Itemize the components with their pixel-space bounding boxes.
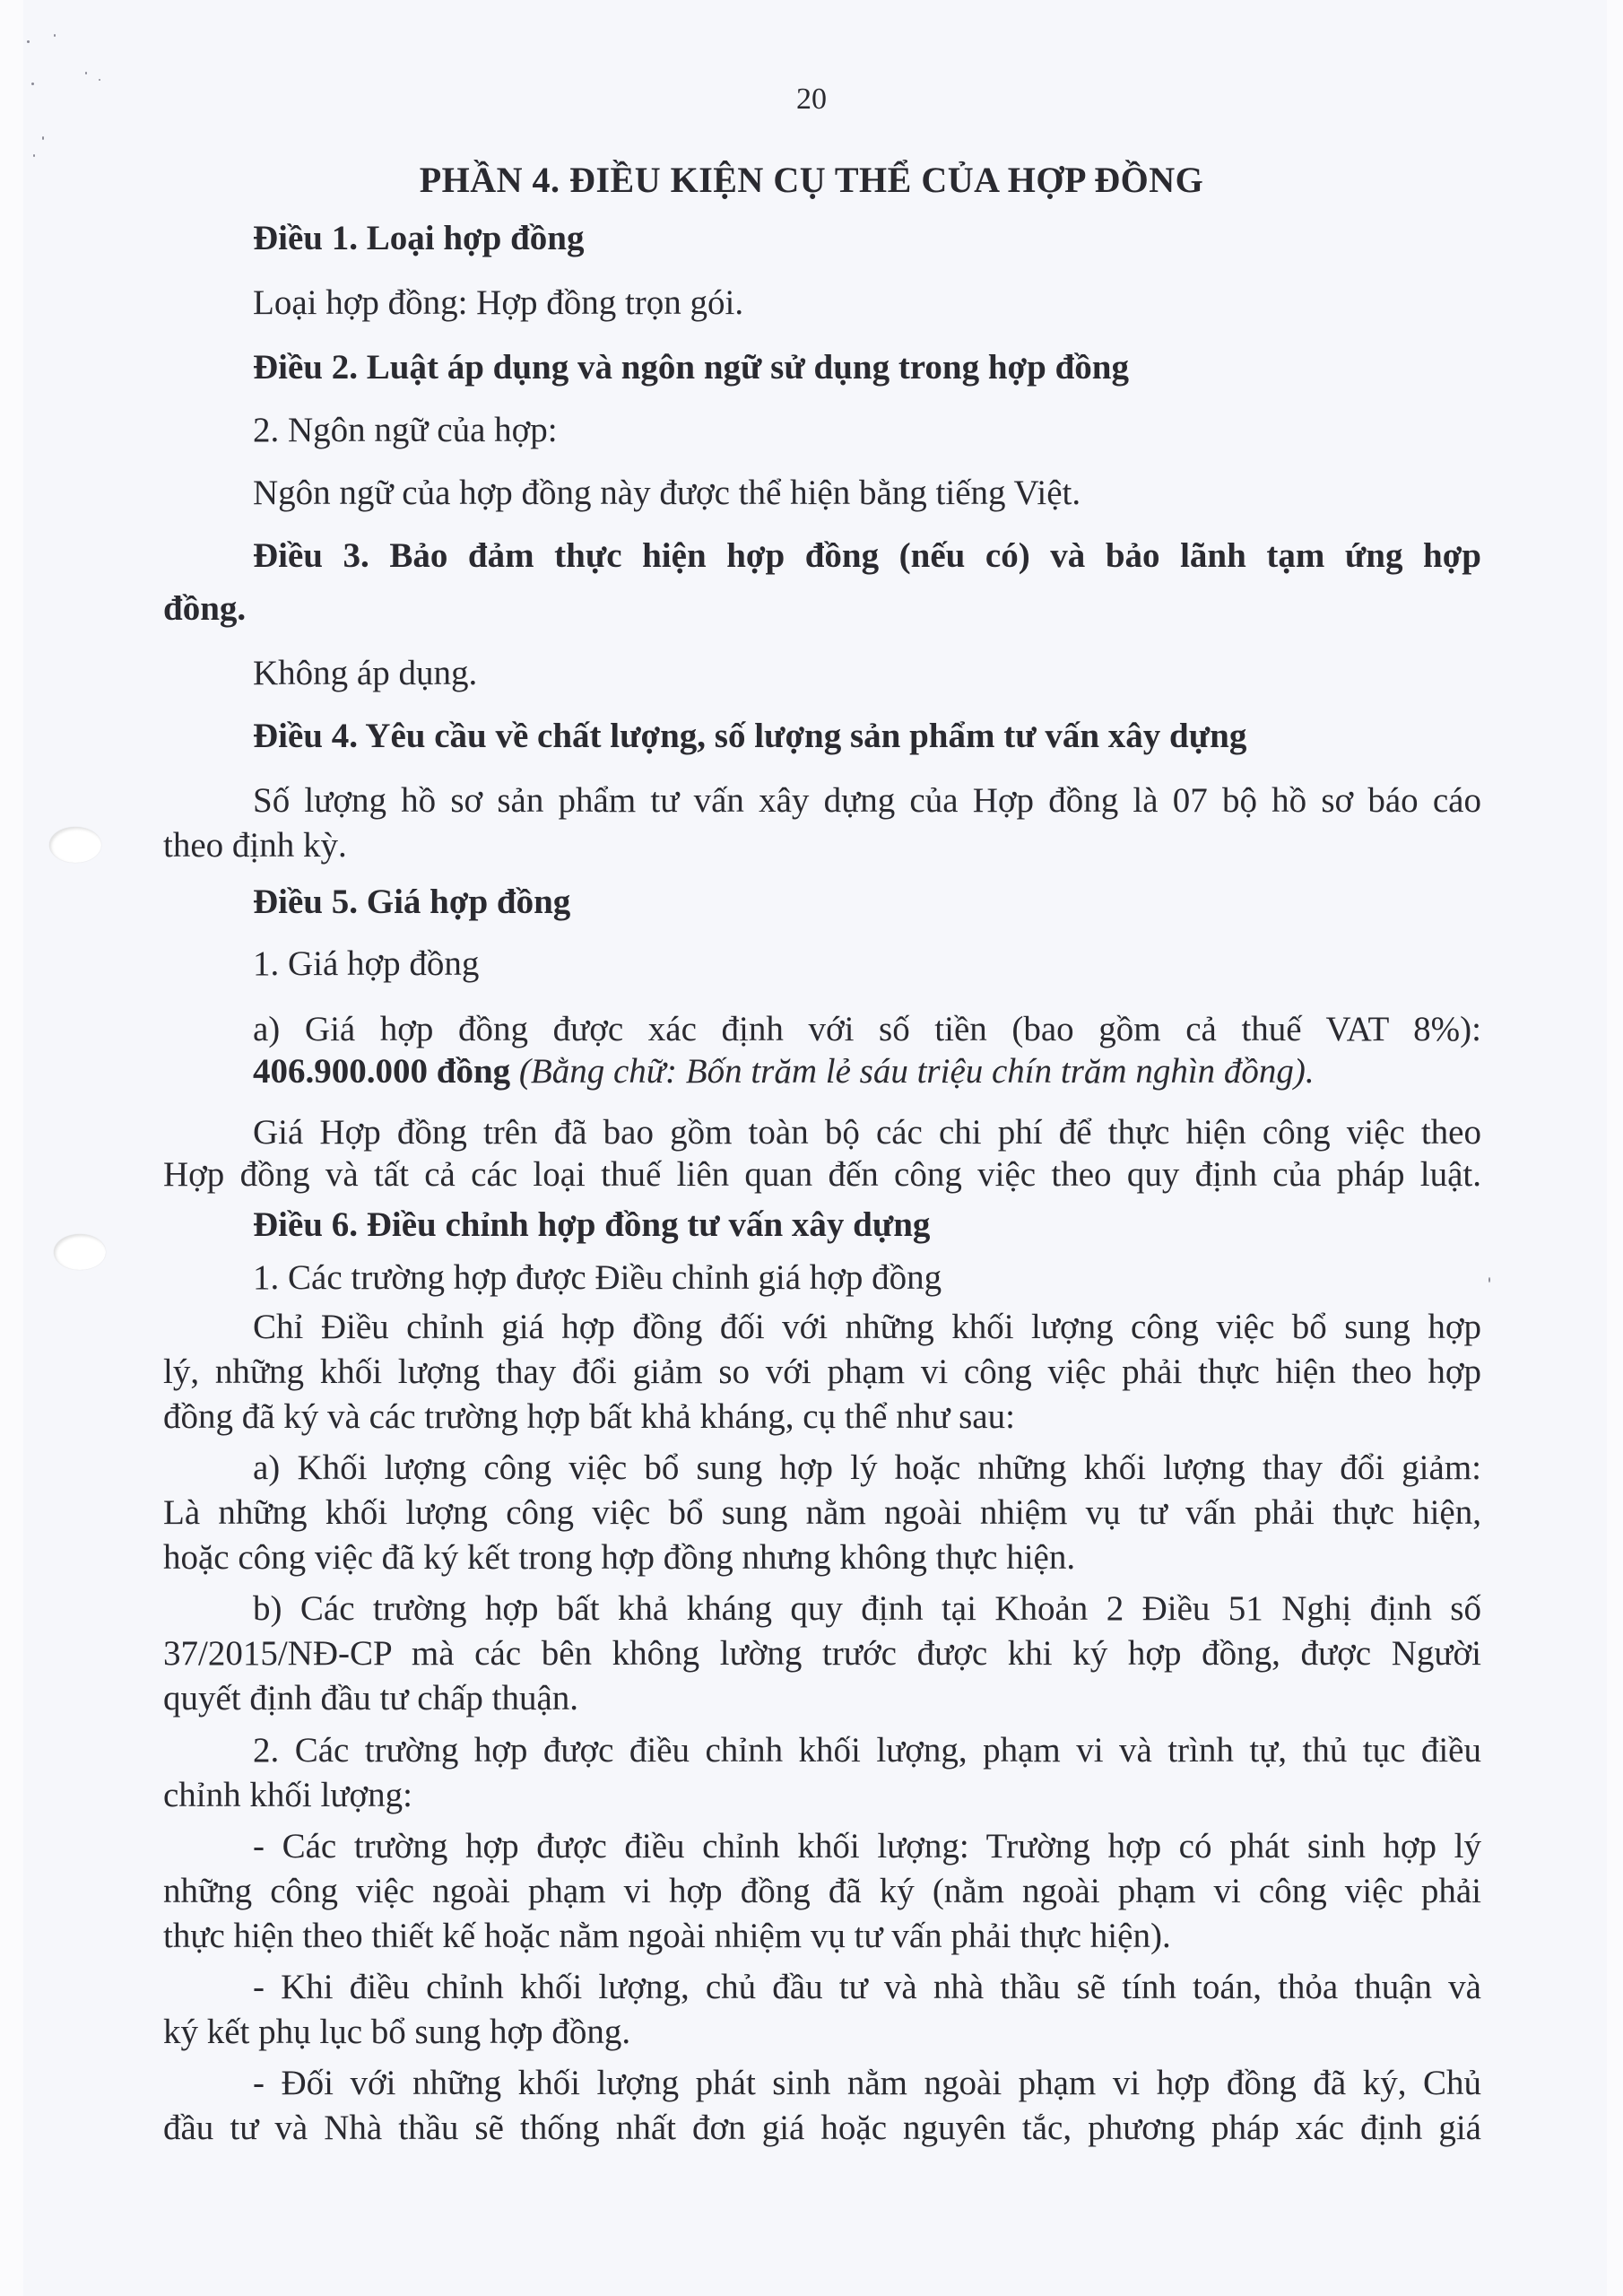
article-1-heading: Điều 1. Loại hợp đồng (253, 219, 585, 257)
article-6-dash-1-text-2: những công việc ngoài phạm vi hợp đồng đã ký (nằm ngoài phạm vi công việc phải (163, 1872, 1481, 1910)
article-6-a-text-1: a) Khối lượng công việc bổ sung hợp lý hoặc những khối lượng thay đổi giảm: (253, 1448, 1481, 1487)
article-5-body-text: Giá Hợp đồng trên đã bao gồm toàn bộ các chi phí để thực hiện công việc theo (253, 1113, 1481, 1152)
article-1-body: Loại hợp đồng: Hợp đồng trọn gói. (253, 283, 744, 322)
article-5-a-text: a) Giá hợp đồng được xác định với số tiền (bao gồm cả thuế VAT 8%): (253, 1010, 1481, 1048)
article-6-dash-1-text-1: - Các trường hợp được điều chỉnh khối lượng: Trường hợp có phát sinh hợp lý (253, 1827, 1481, 1866)
article-6-dash-3-text-1: - Đối với những khối lượng phát sinh nằm ngoài phạm vi hợp đồng đã ký, Chủ (253, 2064, 1481, 2102)
article-6-dash-1-line-1 (253, 1826, 1481, 1867)
article-3-heading-text: Điều 3. Bảo đảm thực hiện hợp đồng (nếu có) và bảo lãnh tạm ứng hợp (253, 536, 1481, 575)
scan-speck (54, 34, 56, 37)
article-3-body: Không áp dụng. (253, 654, 478, 692)
article-6-heading: Điều 6. Điều chỉnh hợp đồng tư vấn xây dựng (253, 1205, 931, 1244)
scan-speck (85, 72, 87, 74)
article-6-item-2-line-1 (253, 1730, 1481, 1771)
scan-speck (1488, 1277, 1490, 1283)
punch-hole (54, 1234, 106, 1270)
article-6-dash-2-text-1: - Khi điều chỉnh khối lượng, chủ đầu tư và nhà thầu sẽ tính toán, thỏa thuận và (253, 1968, 1481, 2006)
article-2-heading: Điều 2. Luật áp dụng và ngôn ngữ sử dụng trong hợp đồng (253, 348, 1129, 387)
article-5-a-line-1 (253, 1009, 1481, 1050)
article-6-p1-text-1: Chỉ Điều chỉnh giá hợp đồng đối với những khối lượng công việc bổ sung hợp (253, 1308, 1481, 1346)
article-5-body-line-2 (163, 1154, 1481, 1196)
punch-hole (49, 827, 101, 863)
scan-edge-left (0, 0, 23, 2296)
contract-amount-in-words: (Bằng chữ: Bốn trăm lẻ sáu triệu chín trăm nghìn đồng). (518, 1052, 1315, 1091)
article-6-dash-2-line-1 (253, 1967, 1481, 2008)
article-3-heading-line-2: đồng. (163, 589, 247, 628)
article-5-heading: Điều 5. Giá hợp đồng (253, 883, 571, 921)
article-6-dash-2-line-2: ký kết phụ lục bổ sung hợp đồng. (163, 2013, 631, 2051)
article-5-amount-line (253, 1051, 1315, 1092)
section-title: PHẦN 4. ĐIỀU KIỆN CỤ THỂ CỦA HỢP ĐỒNG (419, 160, 1204, 200)
article-6-item-2-text-1: 2. Các trường hợp được điều chỉnh khối lượng, phạm vi và trình tự, thủ tục điều (253, 1731, 1481, 1770)
article-5-body-line-1 (253, 1112, 1481, 1153)
article-6-dash-1-line-3: thực hiện theo thiết kế hoặc nằm ngoài nhiệm vụ tư vấn phải thực hiện). (163, 1917, 1171, 1955)
article-2-body: Ngôn ngữ của hợp đồng này được thể hiện bằng tiếng Việt. (253, 474, 1081, 512)
article-6-dash-3-text-2: đầu tư và Nhà thầu sẽ thống nhất đơn giá hoặc nguyên tắc, phương pháp xác định giá (163, 2109, 1481, 2147)
article-6-p1-line-2 (163, 1352, 1481, 1393)
article-6-p1-text-2: lý, những khối lượng thay đổi giảm so với phạm vi công việc phải thực hiện theo hợp (163, 1352, 1481, 1391)
article-2-item: 2. Ngôn ngữ của hợp: (253, 411, 558, 449)
article-6-a-line-2 (163, 1492, 1481, 1534)
article-6-dash-3-line-2 (163, 2108, 1481, 2149)
article-6-a-line-1 (253, 1448, 1481, 1489)
article-6-b-line-2 (163, 1633, 1481, 1674)
article-6-item-1: 1. Các trường hợp được Điều chỉnh giá hợp đồng (253, 1258, 942, 1297)
article-5-body-text-2: Hợp đồng và tất cả các loại thuế liên quan đến công việc theo quy định của pháp luật. (163, 1155, 1481, 1194)
article-6-p1-line-3: đồng đã ký và các trường hợp bất khả kháng, cụ thể như sau: (163, 1397, 1015, 1436)
article-6-b-line-1 (253, 1588, 1481, 1630)
scan-speck (33, 154, 35, 157)
page-number: 20 (796, 83, 827, 116)
article-6-a-text-2: Là những khối lượng công việc bổ sung nằm ngoài nhiệm vụ tư vấn phải thực hiện, (163, 1493, 1481, 1532)
article-6-b-line-3: quyết định đầu tư chấp thuận. (163, 1679, 579, 1718)
article-3-heading-line-1 (253, 535, 1481, 577)
article-6-dash-3-line-1 (253, 2063, 1481, 2104)
article-4-body-text: Số lượng hồ sơ sản phẩm tư vấn xây dựng của Hợp đồng là 07 bộ hồ sơ báo cáo (253, 781, 1481, 820)
article-4-body-line-1 (253, 780, 1481, 822)
scan-edge-right (1607, 0, 1623, 2296)
article-4-body-line-2: theo định kỳ. (163, 826, 347, 865)
article-6-b-text-2: 37/2015/NĐ-CP mà các bên không lường trước được khi ký hợp đồng, được Người (163, 1634, 1481, 1673)
article-6-p1-line-1 (253, 1307, 1481, 1348)
contract-amount: 406.900.000 đồng (253, 1052, 511, 1091)
article-6-item-2-line-2: chỉnh khối lượng: (163, 1776, 412, 1814)
article-5-item: 1. Giá hợp đồng (253, 944, 480, 983)
article-6-a-line-3: hoặc công việc đã ký kết trong hợp đồng nhưng không thực hiện. (163, 1538, 1076, 1577)
scan-speck (27, 40, 30, 43)
article-6-dash-1-line-2 (163, 1871, 1481, 1912)
scan-speck (42, 136, 44, 140)
article-4-heading: Điều 4. Yêu cầu về chất lượng, số lượng sản phẩm tư vấn xây dựng (253, 717, 1247, 755)
article-6-b-text-1: b) Các trường hợp bất khả kháng quy định tại Khoản 2 Điều 51 Nghị định số (253, 1589, 1481, 1628)
